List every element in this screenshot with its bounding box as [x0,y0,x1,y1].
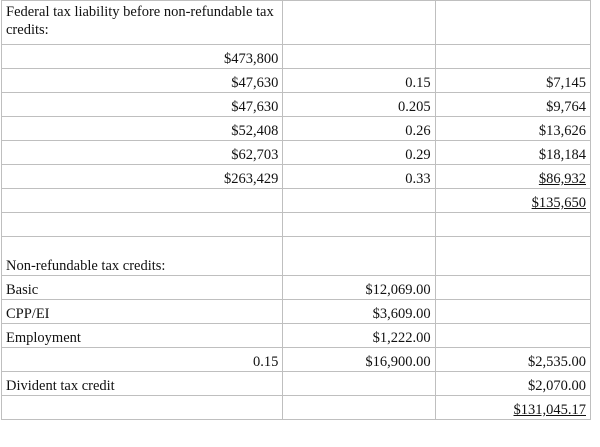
empty-cell[interactable] [2,213,283,237]
dividend-amount-cell[interactable]: $2,070.00 [435,372,590,396]
tax-cell[interactable]: $18,184 [435,141,590,165]
tax-cell[interactable]: $9,764 [435,93,590,117]
total-tax-cell[interactable]: $135,650 [435,189,590,213]
credit-label-cell[interactable]: CPP/EI [2,300,283,324]
rate-cell[interactable]: 0.205 [283,93,435,117]
empty-cell[interactable] [2,396,283,420]
rate-cell[interactable]: 0.26 [283,117,435,141]
credit-amount-cell[interactable]: $1,222.00 [283,324,435,348]
empty-cell[interactable] [2,189,283,213]
tax-cell[interactable]: $13,626 [435,117,590,141]
spacer-row [2,213,591,237]
empty-cell[interactable] [435,1,590,45]
credit-amount-cell[interactable]: $3,609.00 [283,300,435,324]
income-amount-cell[interactable]: $47,630 [2,69,283,93]
credit-amount-cell[interactable]: $12,069.00 [283,276,435,300]
empty-cell[interactable] [283,372,435,396]
table-row [2,300,591,324]
credit-total-row [2,348,591,372]
dividend-row [2,372,591,396]
empty-cell[interactable] [283,1,435,45]
rate-cell[interactable]: 0.15 [283,69,435,93]
table-row [2,141,591,165]
tax-cell[interactable]: $7,145 [435,69,590,93]
credit-rate-cell[interactable]: 0.15 [2,348,283,372]
empty-cell[interactable] [283,237,435,276]
income-amount-cell[interactable]: $473,800 [2,45,283,69]
empty-cell[interactable] [435,300,590,324]
credits-heading-row [2,237,591,276]
rate-cell[interactable]: 0.33 [283,165,435,189]
credit-total-cell[interactable]: $16,900.00 [283,348,435,372]
empty-cell[interactable] [435,237,590,276]
table-row [2,45,591,69]
table-row [2,165,591,189]
table-row [2,69,591,93]
table-row [2,324,591,348]
table-row [2,276,591,300]
federal-tax-label[interactable]: Federal tax liability before non-refundable tax credits: [2,1,283,45]
rate-cell[interactable]: 0.29 [283,141,435,165]
credits-heading[interactable]: Non-refundable tax credits: [2,237,283,276]
tax-cell[interactable] [435,45,590,69]
table-row [2,117,591,141]
tax-cell[interactable]: $86,932 [435,165,590,189]
empty-cell[interactable] [283,189,435,213]
rate-cell[interactable] [283,45,435,69]
empty-cell[interactable] [283,213,435,237]
income-amount-cell[interactable]: $263,429 [2,165,283,189]
table-row [2,93,591,117]
credit-value-cell[interactable]: $2,535.00 [435,348,590,372]
credit-label-cell[interactable]: Basic [2,276,283,300]
dividend-label-cell[interactable]: Divident tax credit [2,372,283,396]
empty-cell[interactable] [283,396,435,420]
income-amount-cell[interactable]: $52,408 [2,117,283,141]
net-tax-row [2,396,591,420]
empty-cell[interactable] [435,213,590,237]
header-row [2,1,591,45]
income-amount-cell[interactable]: $62,703 [2,141,283,165]
empty-cell[interactable] [435,276,590,300]
net-tax-cell[interactable]: $131,045.17 [435,396,590,420]
credit-label-cell[interactable]: Employment [2,324,283,348]
empty-cell[interactable] [435,324,590,348]
income-amount-cell[interactable]: $47,630 [2,93,283,117]
tax-calculation-table [1,0,591,420]
total-tax-row [2,189,591,213]
